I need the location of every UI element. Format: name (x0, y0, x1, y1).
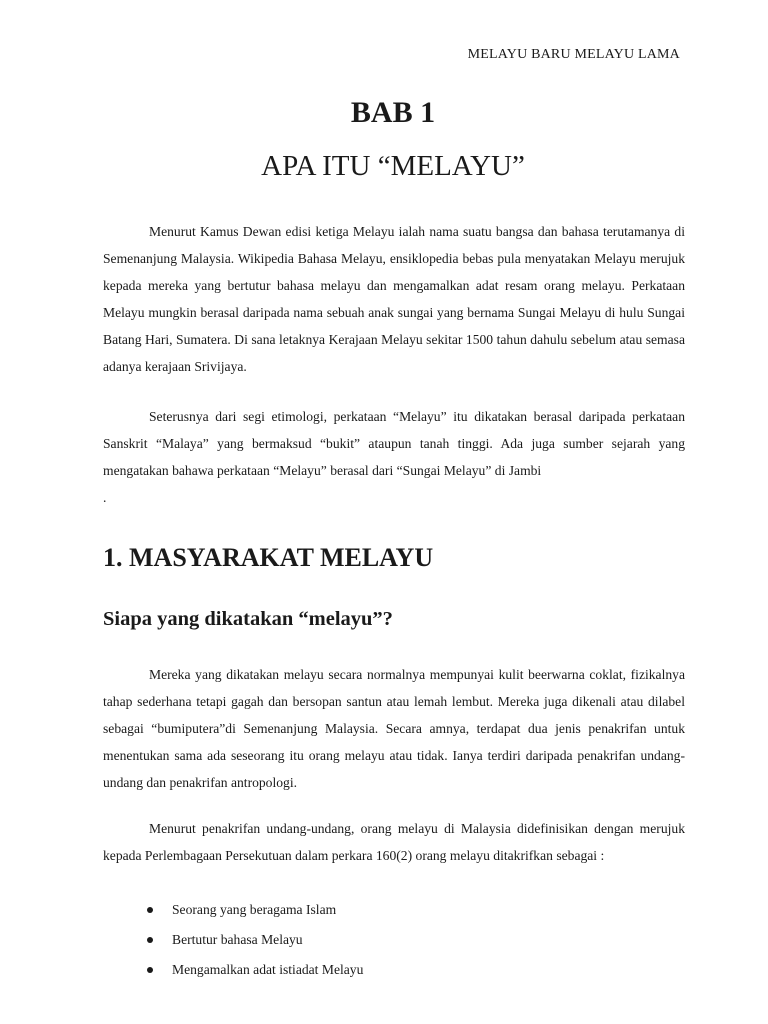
paragraph-etymology (103, 403, 685, 484)
subsection-heading: Siapa yang dikatakan “melayu”? (103, 608, 393, 630)
stray-period: . (103, 490, 107, 505)
criteria-list (146, 896, 363, 986)
paragraph-text: Seterusnya dari segi etimologi, perkataan “Melayu” itu dikatakan berasal daripada perkataan Sanskrit “Malaya” yang bermaksud “bukit” ataupun tanah tinggi. Ada juga sumber sejarah yang mengatakan bahawa perkataan “Melayu” berasal dari “Sungai Melayu” di Jambi (103, 409, 685, 478)
bullet-icon (147, 937, 153, 943)
list-item: Seorang yang beragama Islam (146, 896, 363, 926)
section-heading: 1. MASYARAKAT MELAYU (103, 543, 434, 572)
bullet-icon (147, 967, 153, 973)
paragraph-text: Menurut Kamus Dewan edisi ketiga Melayu ialah nama suatu bangsa dan bahasa terutamanya di Semenanjung Malaysia. Wikipedia Bahasa Melayu, ensiklopedia bebas pula menyatakan Melayu merujuk kepada mereka yang bertutur bahasa melayu dan mengamalkan adat resam orang melayu. Perkataan Melayu mungkin berasal daripada nama sebuah anak sungai yang bernama Sungai Melayu di hulu Sungai Batang Hari, Sumatera. Di sana letaknya Kerajaan Melayu sekitar 1500 tahun dahulu sebelum atau semasa adanya kerajaan Srivijaya. (103, 224, 685, 374)
paragraph-legal-definition (103, 815, 685, 869)
list-item: Mengamalkan adat istiadat Melayu (146, 956, 363, 986)
chapter-title: APA ITU “MELAYU” (261, 150, 525, 182)
chapter-label: BAB 1 (350, 96, 436, 129)
paragraph-definition (103, 218, 685, 380)
bullet-icon (147, 907, 153, 913)
running-header: MELAYU BARU MELAYU LAMA (467, 47, 680, 62)
paragraph-description (103, 661, 685, 796)
list-item: Bertutur bahasa Melayu (146, 926, 363, 956)
paragraph-text: Menurut penakrifan undang-undang, orang melayu di Malaysia didefinisikan dengan merujuk kepada Perlembagaan Persekutuan dalam perkara 160(2) orang melayu ditakrifkan sebagai : (103, 821, 685, 863)
paragraph-text: Mereka yang dikatakan melayu secara normalnya mempunyai kulit beerwarna coklat, fizikalnya tahap sederhana tetapi gagah dan bersopan santun atau lemah lembut. Mereka juga dikenali atau dilabel sebagai “bumiputera”di Semenanjung Malaysia. Secara amnya, terdapat dua jenis penakrifan untuk menentukan sama ada seseorang itu orang melayu atau tidak. Ianya terdiri daripada penakrifan undang-undang dan penakrifan antropologi. (103, 667, 685, 790)
